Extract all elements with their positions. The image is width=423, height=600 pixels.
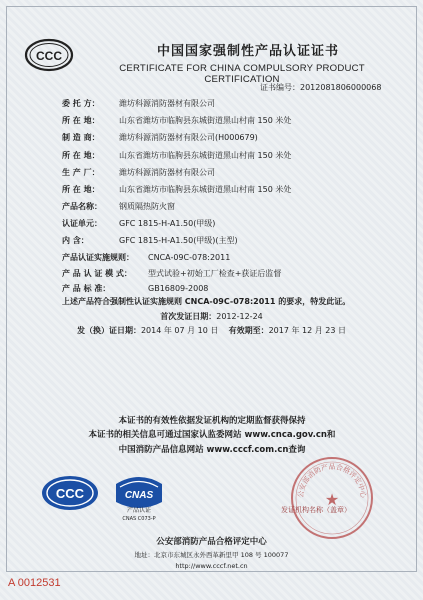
- certificate-number: [260, 82, 381, 93]
- field-label: 所 在 地：: [62, 185, 100, 194]
- issue-validity-line: [0, 325, 423, 336]
- notice-line: 本证书的相关信息可通过国家认监委网站 www.cnca.gov.cn和: [88, 430, 336, 440]
- certificate-number-label: 证书编号：: [260, 83, 300, 92]
- issue-date-label: 发（换）证日期：: [76, 326, 141, 335]
- field-row: [62, 132, 392, 143]
- field-label: 委 托 方：: [62, 99, 100, 108]
- ccc-logo-icon: [24, 38, 74, 72]
- issue-date-value: 2014 年 07 月 10 日: [140, 326, 219, 335]
- field-row: [62, 184, 392, 195]
- field-value: 山东省潍坊市临朐县东城街道黑山村南 150 米处: [119, 116, 292, 125]
- field-row: [62, 150, 392, 161]
- field-value: 钢质隔热防火窗: [119, 202, 175, 211]
- first-issue-value: 2012-12-24: [216, 312, 263, 321]
- field-value: 潍坊科源消防器材有限公司: [119, 99, 215, 108]
- field-label: 产 品 认 证 模 式：: [62, 269, 132, 278]
- field-label: 产品认证实施规则：: [62, 253, 134, 262]
- first-issue-date: [0, 311, 423, 322]
- notice-line: 本证书的有效性依据发证机构的定期监督获得保持: [118, 416, 306, 426]
- notice-line: 中国消防产品信息网站 www.cccf.com.cn查询: [118, 445, 306, 455]
- svg-text:★: ★: [324, 490, 340, 509]
- field-label: 制 造 商：: [62, 133, 100, 142]
- first-issue-label: 首次发证日期：: [160, 312, 217, 321]
- field-value: 潍坊科源消防器材有限公司: [119, 168, 215, 177]
- field-row: [62, 98, 392, 109]
- field-row: [62, 115, 392, 126]
- organization-website: http://www.cccf.net.cn: [175, 562, 248, 570]
- field-row: [62, 252, 392, 263]
- field-value: GFC 1815-H-A1.50(甲级): [119, 219, 216, 228]
- cnas-caption: 产品认证: [126, 507, 152, 514]
- declaration-text: 上述产品符合强制性认证实施规则 CNCA-09C-078:2011 的要求，特发此证。: [62, 297, 351, 306]
- certificate-title-cn: 中国国家强制性产品认证证书: [156, 44, 339, 59]
- field-row: [62, 167, 392, 178]
- organization-address: 地址：北京市东城区永外西革新里甲 108 号 100077: [134, 551, 289, 559]
- field-label: 认证单元：: [62, 219, 102, 228]
- field-row: [62, 283, 392, 294]
- field-label: 产 品 标 准：: [62, 284, 111, 293]
- certificate-number-value: 2012081806000068: [300, 83, 382, 92]
- field-value: GB16809-2008: [148, 284, 209, 293]
- cnas-logo-icon: [110, 468, 168, 523]
- field-value: 型式试验+初始工厂检查+获证后监督: [148, 269, 282, 278]
- official-stamp-icon: [289, 455, 375, 541]
- field-label: 生 产 厂：: [62, 168, 100, 177]
- stamp-text: 公安部消防产品合格评定中心: [296, 462, 368, 499]
- serial-number: A 0012531: [8, 577, 61, 589]
- field-value: CNCA-09C-078:2011: [148, 253, 231, 262]
- field-row: [62, 268, 392, 279]
- field-label: 内 含：: [62, 236, 89, 245]
- cnas-logo-text: CNAS: [124, 490, 154, 501]
- certificate-title-en: CERTIFICATE FOR CHINA COMPULSORY PRODUCT CERTIFICATION: [119, 63, 365, 85]
- field-value: 潍坊科源消防器材有限公司(H000679): [119, 133, 258, 142]
- field-value: GFC 1815-H-A1.50(甲级)(主型): [119, 236, 238, 245]
- field-row: [62, 201, 392, 212]
- field-value: 山东省潍坊市临朐县东城街道黑山村南 150 米处: [119, 185, 292, 194]
- ccc-mark-icon: [40, 474, 100, 512]
- field-row: [62, 218, 392, 229]
- cnas-code: CNAS C073-P: [122, 516, 156, 522]
- field-row: [62, 235, 392, 246]
- field-value: 山东省潍坊市临朐县东城街道黑山村南 150 米处: [119, 151, 292, 160]
- valid-until-label: 有效期至：: [228, 326, 269, 335]
- field-label: 所 在 地：: [62, 116, 100, 125]
- ccc-mark-text: CCC: [55, 486, 85, 501]
- valid-until-value: 2017 年 12 月 23 日: [268, 326, 347, 335]
- issuing-organization: 公安部消防产品合格评定中心: [156, 537, 267, 547]
- field-label: 产品名称：: [62, 202, 102, 211]
- field-label: 所 在 地：: [62, 151, 100, 160]
- issuer-signature-label: 发证机构名称（盖章）: [281, 506, 351, 514]
- ccc-logo-text: CCC: [36, 49, 62, 63]
